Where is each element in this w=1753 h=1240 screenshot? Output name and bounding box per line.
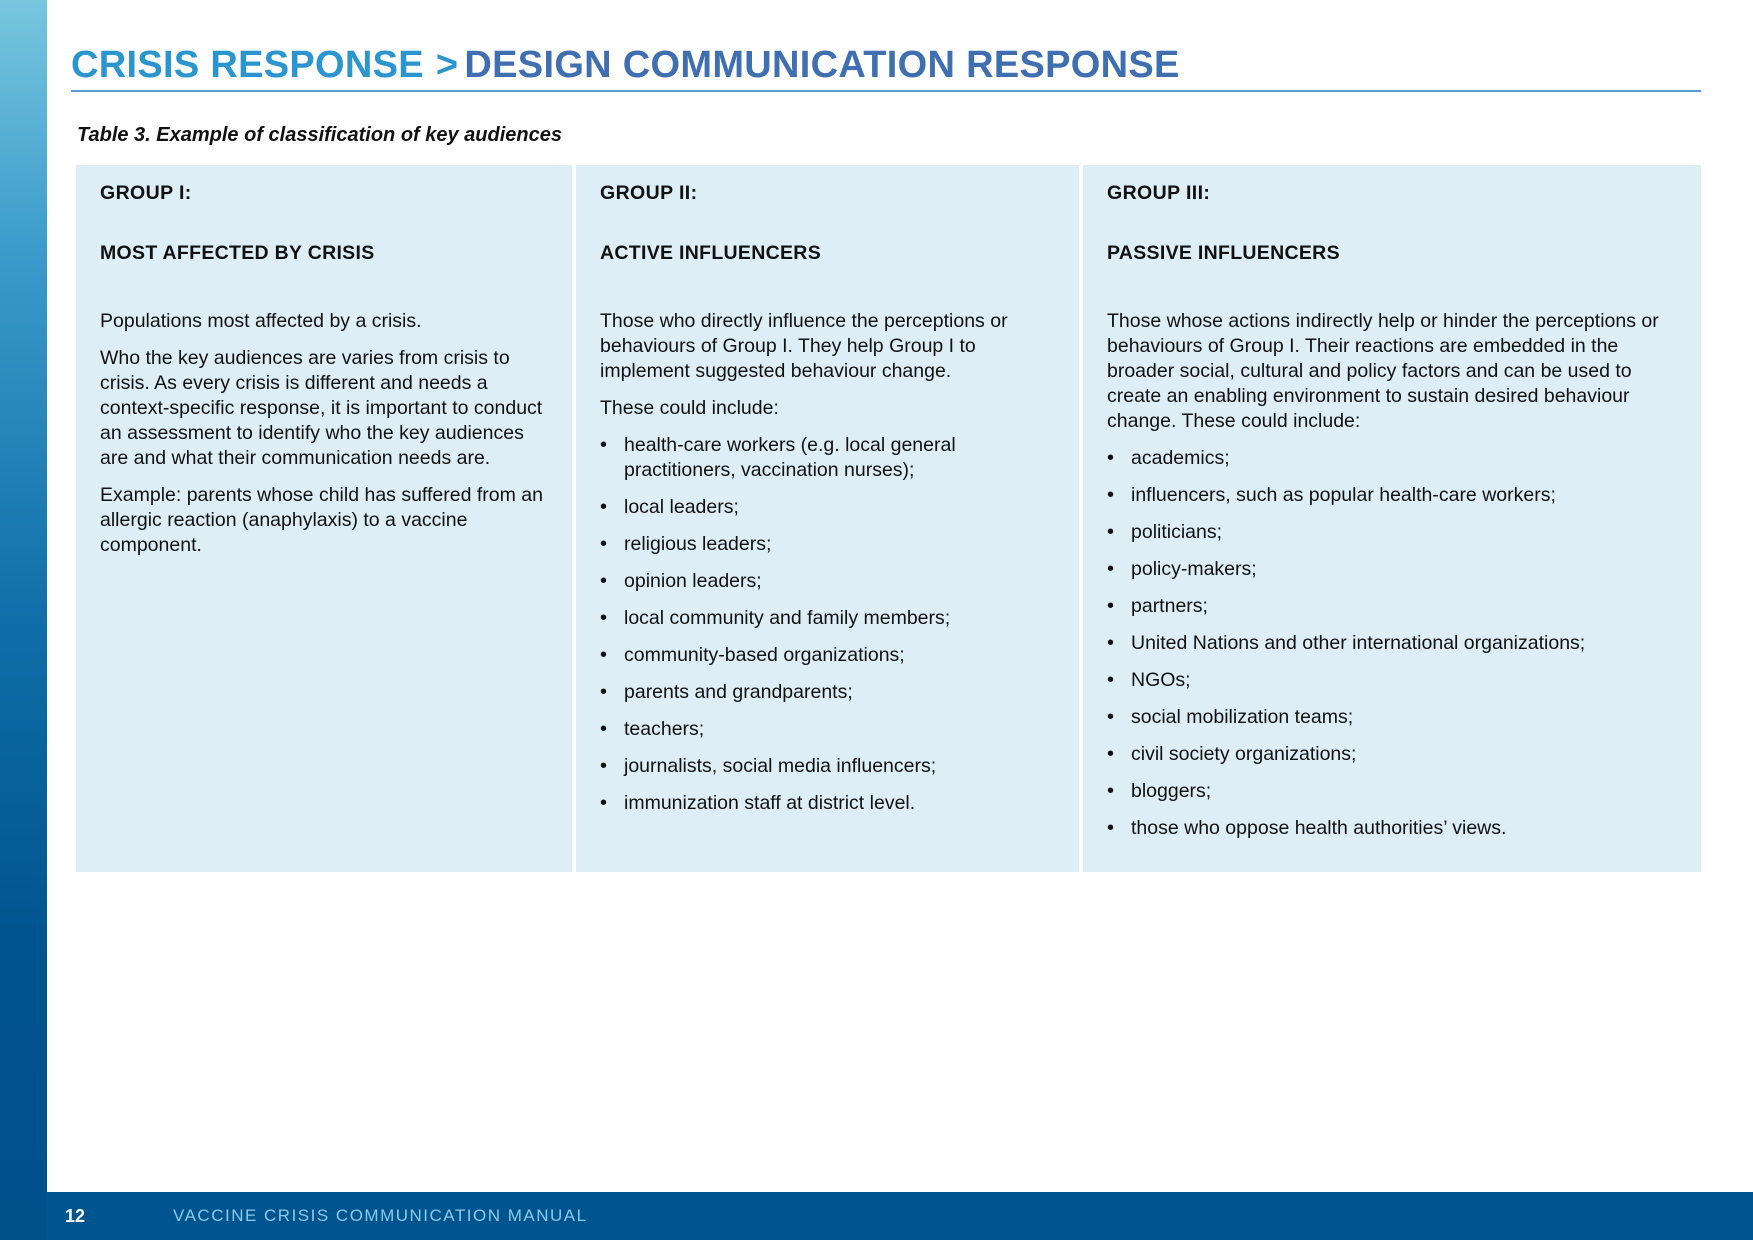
group-1-paragraph: Example: parents whose child has suffered from an allergic reaction (anaphylaxis) to a vaccine component.	[100, 484, 543, 556]
group-2-list	[600, 433, 1059, 816]
breadcrumb-separator: >	[435, 44, 459, 86]
breadcrumb-title	[71, 42, 1180, 88]
group-3-column	[1083, 165, 1701, 872]
list-item: • politicians;	[1107, 520, 1681, 545]
list-item: • community-based organizations;	[600, 643, 1059, 668]
audience-classification-table	[76, 165, 1701, 872]
list-item: • parents and grandparents;	[600, 680, 1059, 705]
list-item: • religious leaders;	[600, 532, 1059, 557]
page-header	[71, 40, 1701, 92]
group-label: GROUP II:	[600, 182, 698, 204]
table-caption: Table 3. Example of classification of key audiences	[77, 124, 562, 146]
group-name: PASSIVE INFLUENCERS	[1107, 242, 1340, 264]
page-footer	[47, 1192, 1753, 1240]
list-item: • health-care workers (e.g. local general practitioners, vaccination nurses);	[600, 433, 1059, 483]
list-item: • bloggers;	[1107, 779, 1681, 804]
list-item: • local leaders;	[600, 495, 1059, 520]
group-3-list	[1107, 446, 1681, 841]
group-name: MOST AFFECTED BY CRISIS	[100, 242, 375, 264]
list-item: • social mobilization teams;	[1107, 705, 1681, 730]
group-2-paragraph: These could include:	[600, 397, 779, 419]
side-color-bar	[0, 0, 47, 1240]
list-item: • academics;	[1107, 446, 1681, 471]
list-item: • immunization staff at district level.	[600, 791, 1059, 816]
list-item: • those who oppose health authorities’ views.	[1107, 816, 1681, 841]
group-1-paragraph: Populations most affected by a crisis.	[100, 310, 422, 332]
group-1-paragraph: Who the key audiences are varies from crisis to crisis. As every crisis is different and needs a context-specific response, it is important to conduct an assessment to identify who the key audiences are and what their communication needs are.	[100, 347, 543, 469]
list-item: • journalists, social media influencers;	[600, 754, 1059, 779]
group-2-column	[576, 165, 1079, 872]
group-label: GROUP I:	[100, 182, 192, 204]
list-item: • NGOs;	[1107, 668, 1681, 693]
list-item: • civil society organizations;	[1107, 742, 1681, 767]
group-label: GROUP III:	[1107, 182, 1211, 204]
breadcrumb-subsection: DESIGN COMMUNICATION RESPONSE	[464, 44, 1180, 86]
group-3-paragraph: Those whose actions indirectly help or hinder the perceptions or behaviours of Group I. Their reactions are embedded in the broader social, cultural and policy factors and can be used to create an enabling environment to sustain desired behaviour change. These could include:	[1107, 310, 1659, 432]
list-item: • teachers;	[600, 717, 1059, 742]
page-number: 12	[65, 1206, 86, 1226]
list-item: • policy-makers;	[1107, 557, 1681, 582]
list-item: • influencers, such as popular health-care workers;	[1107, 483, 1681, 508]
list-item: • local community and family members;	[600, 606, 1059, 631]
list-item: • partners;	[1107, 594, 1681, 619]
group-name: ACTIVE INFLUENCERS	[600, 242, 821, 264]
list-item: • United Nations and other international organizations;	[1107, 631, 1681, 656]
list-item: • opinion leaders;	[600, 569, 1059, 594]
document-title: VACCINE CRISIS COMMUNICATION MANUAL	[173, 1206, 588, 1225]
breadcrumb-section: CRISIS RESPONSE	[71, 44, 424, 86]
group-2-paragraph: Those who directly influence the perceptions or behaviours of Group I. They help Group I to implement suggested behaviour change.	[600, 310, 1008, 382]
group-1-column	[76, 165, 572, 872]
